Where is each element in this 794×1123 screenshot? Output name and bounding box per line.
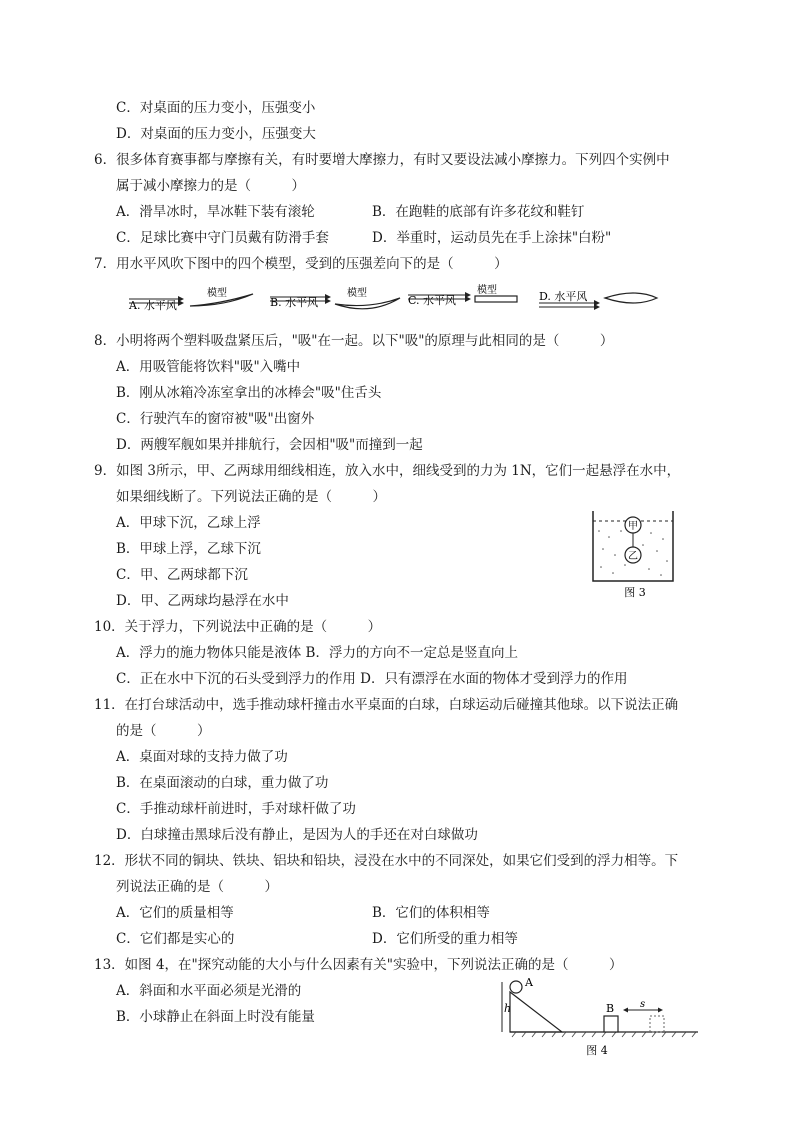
ground-hatching [512,1032,696,1037]
model-d [539,289,657,307]
question-8-stem: 8．小明将两个塑料吸盘紧压后，"吸"在一起。以下"吸"的原理与此相同的是（ ） [94,333,614,349]
q8-option-b: B．刚从冰箱冷冻室拿出的冰棒会"吸"住舌头 [116,385,382,401]
incline [510,992,562,1032]
q9-option-b: B．甲球上浮，乙球下沉 [116,541,261,557]
q6-option-a: A．滑旱冰时，旱冰鞋下装有滚轮 [116,204,315,220]
figure-3 [585,505,685,601]
q12-option-c: C．它们都是实心的 [116,931,235,947]
model-c [408,284,517,307]
q9-option-c: C．甲、乙两球都下沉 [116,567,248,583]
q8-option-d: D．两艘军舰如果并排航行，会因相"吸"而撞到一起 [116,437,423,453]
q6-option-b: B．在跑鞋的底部有许多花纹和鞋钉 [372,204,585,220]
question-12-stem: 12．形状不同的铜块、铁块、铝块和铅块，浸没在水中的不同深处，如果它们受到的浮力相等。下 [94,853,679,869]
q12-option-d: D．它们所受的重力相等 [372,931,518,947]
q11-option-a: A．桌面对球的支持力做了功 [116,749,288,765]
figure-3-caption: 图 3 [624,586,646,599]
q6-option-d: D．举重时，运动员先在手上涂抹"白粉" [372,230,612,246]
q10-options-cd: C．正在水中下沉的石头受到浮力的作用 D．只有漂浮在水面的物体才受到浮力的作用 [116,671,628,687]
q13-option-b: B．小球静止在斜面上时没有能量 [116,1009,315,1025]
q12-option-a: A．它们的质量相等 [116,905,234,921]
wind-models-figure [125,284,665,320]
question-11-stem-cont: 的是（ ） [116,723,211,739]
model-d-label: D. 水平风 [539,290,588,303]
model-label: 模型 [477,285,497,296]
model-b [270,286,400,309]
model-a [128,286,253,312]
question-10-stem: 10．关于浮力，下列说法中正确的是（ ） [94,619,382,635]
option-c: C．对桌面的压力变小，压强变小 [116,100,316,116]
wing-shape-d [605,293,657,303]
q9-option-d: D．甲、乙两球均悬浮在水中 [116,593,289,609]
option-d: D．对桌面的压力变小，压强变大 [116,126,316,142]
block-b-label: B [606,1002,615,1015]
block-b-moved [650,1016,664,1032]
q11-option-d: D．白球撞击黑球后没有静止，是因为人的手还在对白球做功 [116,827,478,843]
ball-a [510,981,522,993]
question-9-stem-cont: 如果细线断了。下列说法正确的是（ ） [116,489,386,505]
figure-4 [492,974,702,1060]
q11-option-c: C．手推动球杆前进时，手对球杆做了功 [116,801,356,817]
figure-4-caption: 图 4 [586,1044,608,1057]
question-7-stem: 7．用水平风吹下图中的四个模型，受到的压强差向下的是（ ） [94,256,508,272]
distance-label: s [640,999,646,1010]
question-6-stem-cont: 属于减小摩擦力的是（ ） [116,178,305,194]
ball-yi-label: 乙 [628,551,638,562]
ball-a-label: A [525,976,533,989]
model-a-label: A. 水平风 [129,299,177,312]
q8-option-c: C．行驶汽车的窗帘被"吸"出窗外 [116,411,315,427]
model-label: 模型 [347,288,367,299]
q9-option-a: A．甲球下沉，乙球上浮 [116,515,261,531]
question-12-stem-cont: 列说法正确的是（ ） [116,879,278,895]
model-b-label: B. 水平风 [270,296,319,309]
question-11-stem: 11．在打台球活动中，选手推动球杆撞击水平桌面的白球，白球运动后碰撞其他球。以下说法正确 [94,697,679,713]
q6-option-c: C．足球比赛中守门员戴有防滑手套 [116,230,329,246]
q12-option-b: B．它们的体积相等 [372,905,490,921]
flat-plate-c [475,296,517,302]
model-label: 模型 [207,288,227,299]
q8-option-a: A．用吸管能将饮料"吸"入嘴中 [116,359,301,375]
block-b [604,1016,618,1032]
wing-shape-b [335,298,400,309]
q11-option-b: B．在桌面滚动的白球，重力做了功 [116,775,329,791]
question-9-stem: 9．如图 3所示，甲、乙两球用细线相连，放入水中，细线受到的力为 1N，它们一起悬浮在水中， [94,463,681,479]
q13-option-a: A．斜面和水平面必须是光滑的 [116,983,302,999]
q10-options-ab: A．浮力的施力物体只能是液体 B．浮力的方向不一定总是竖直向上 [116,645,518,661]
height-label: h [504,1002,512,1015]
ball-jia-label: 甲 [628,521,638,532]
question-6-stem: 6．很多体育赛事都与摩擦有关，有时要增大摩擦力，有时又要设法减小摩擦力。下列四个实例中 [94,152,670,168]
question-13-stem: 13．如图 4，在"探究动能的大小与什么因素有关"实验中，下列说法正确的是（ ） [94,957,623,973]
model-c-label: C. 水平风 [408,294,457,307]
